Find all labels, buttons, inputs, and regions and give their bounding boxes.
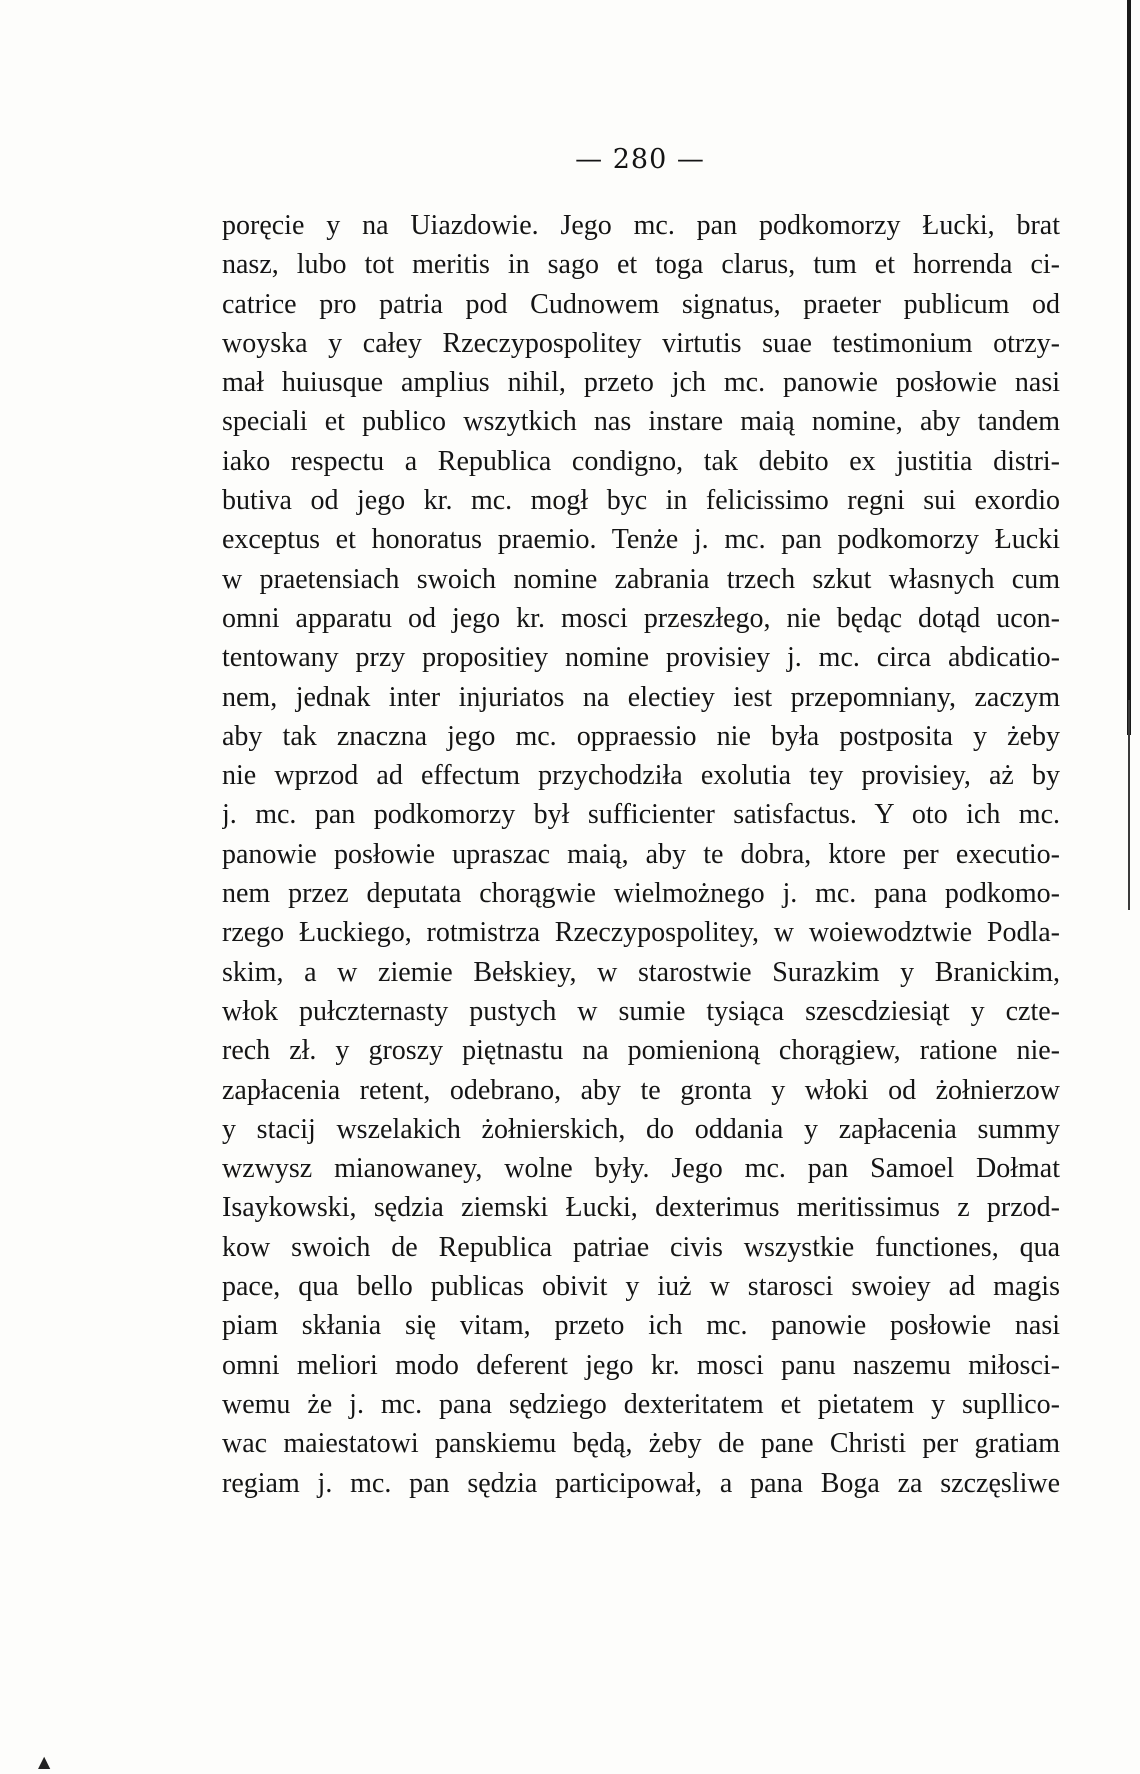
text-line: piam skłania się vitam, przeto ich mc. panowie posłowie nasi [222, 1310, 1060, 1342]
text-line: wac maiestatowi panskiemu będą, żeby de pane Christi per gratiam [222, 1428, 1060, 1460]
text-line: poręcie y na Uiazdowie. Jego mc. pan podkomorzy Łucki, brat [222, 210, 1060, 241]
text-line: wemu że j. mc. pana sędziego dexteritatem et pietatem y supllico- [222, 1388, 1060, 1420]
text-line: regiam j. mc. pan sędzia participował, a pana Boga za szczęsliwe [222, 1467, 1060, 1499]
text-line: zapłacenia retent, odebrano, aby te gronta y włoki od żołnierzow [222, 1074, 1060, 1106]
text-line: Isaykowski, sędzia ziemski Łucki, dexterimus meritissimus z przod- [222, 1192, 1060, 1224]
text-line: j. mc. pan podkomorzy był sufficienter satisfactus. Y oto ich mc. [222, 799, 1060, 831]
text-line: rech zł. y groszy piętnastu na pomienioną chorągiew, ratione nie- [222, 1035, 1060, 1067]
page-edge-rule [1127, 0, 1131, 735]
text-line: aby tak znaczna jego mc. oppraessio nie była postposita y żeby [222, 720, 1060, 752]
text-line: włok pułczternasty pustych w sumie tysiąca szescdziesiąt y czte- [222, 995, 1060, 1027]
text-line: speciali et publico wszytkich nas instare maią nomine, aby tandem [222, 406, 1060, 438]
text-line: omni meliori modo deferent jego kr. mosci panu naszemu miłosci- [222, 1349, 1060, 1381]
page-number: — 280 — [575, 144, 705, 175]
text-line: nie wprzod ad effectum przychodziła exolutia tey provisiey, aż by [222, 760, 1060, 792]
text-line: nem przez deputata chorągwie wielmożnego j. mc. pana podkomo- [222, 878, 1060, 910]
text-line: catrice pro patria pod Cudnowem signatus, praeter publicum od [222, 288, 1060, 320]
text-line: butiva od jego kr. mc. mogł byc in felicissimo regni sui exordio [222, 485, 1060, 517]
text-line: nem, jednak inter injuriatos na electiey iest przepomniany, zaczym [222, 681, 1060, 713]
text-line: skim, a w ziemie Bełskiey, w starostwie Surazkim y Branickim, [222, 956, 1060, 988]
text-line: mał huiusque amplius nihil, przeto jch mc. panowie posłowie nasi [222, 367, 1060, 399]
text-line: kow swoich de Republica patriae civis wszystkie functiones, qua [222, 1231, 1060, 1263]
text-line: nasz, lubo tot meritis in sago et toga clarus, tum et horrenda ci- [222, 249, 1060, 281]
text-line: omni apparatu od jego kr. mosci przeszłego, nie będąc dotąd ucon- [222, 602, 1060, 634]
text-line: tentowany przy propositiey nomine provisiey j. mc. circa abdicatio- [222, 642, 1060, 674]
text-line: pace, qua bello publicas obivit y iuż w starosci swoiey ad magis [222, 1271, 1060, 1303]
page-edge-rule-lower [1128, 700, 1130, 910]
text-line: iako respectu a Republica condigno, tak debito ex justitia distri- [222, 445, 1060, 477]
text-line: y stacij wszelakich żołnierskich, do oddania y zapłacenia summy [222, 1113, 1060, 1145]
text-line: w praetensiach swoich nomine zabrania trzech szkut własnych cum [222, 563, 1060, 595]
text-line: wzwysz mianowaney, wolne były. Jego mc. pan Samoel Dołmat [222, 1153, 1060, 1185]
body-text [222, 206, 1060, 1503]
text-line: panowie posłowie upraszac maią, aby te dobra, ktore per executio- [222, 838, 1060, 870]
corner-mark: ▲ [38, 1752, 51, 1771]
text-line: exceptus et honoratus praemio. Tenże j. mc. pan podkomorzy Łucki [222, 524, 1060, 556]
text-line: rzego Łuckiego, rotmistrza Rzeczypospolitey, w woiewodztwie Podla- [222, 917, 1060, 949]
text-line: woyska y całey Rzeczypospolitey virtutis suae testimonium otrzy- [222, 327, 1060, 359]
